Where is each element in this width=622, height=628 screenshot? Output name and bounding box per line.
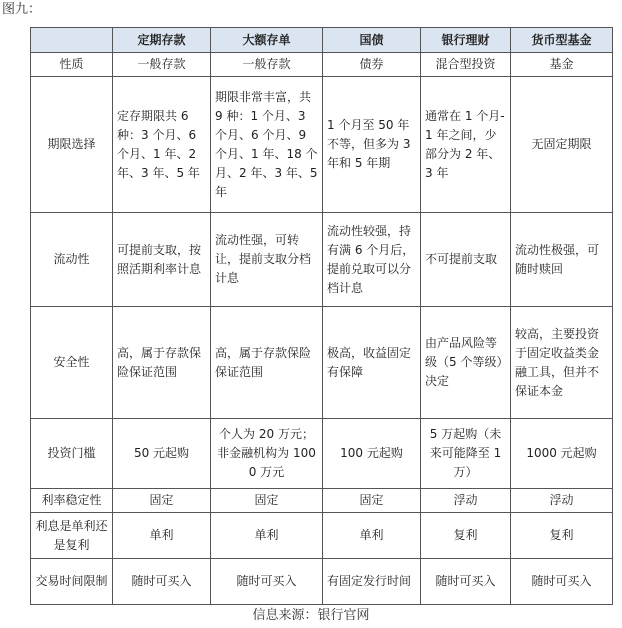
header-corner	[31, 28, 113, 53]
table-cell: 固定	[211, 489, 323, 513]
row-label-safety: 安全性	[31, 307, 113, 419]
table-cell: 100 元起购	[323, 419, 421, 489]
table-cell: 一般存款	[211, 53, 323, 77]
source-caption: 信息来源：银行官网	[252, 608, 370, 623]
header-row	[31, 28, 613, 53]
table-row	[31, 307, 613, 419]
table-cell: 流动性极强，可随时赎回	[511, 213, 613, 307]
table-cell: 无固定期限	[511, 77, 613, 213]
table-cell: 随时可买入	[113, 559, 211, 605]
table-cell: 5 万起购（未来可能降至 1 万）	[421, 419, 511, 489]
table-cell: 由产品风险等级（5 个等级）决定	[421, 307, 511, 419]
header-bank-wealth: 银行理财	[421, 28, 511, 53]
table-cell: 复利	[511, 513, 613, 559]
table-cell: 一般存款	[113, 53, 211, 77]
table-row	[31, 213, 613, 307]
table-cell: 1000 元起购	[511, 419, 613, 489]
header-treasury-bond: 国债	[323, 28, 421, 53]
table-row	[31, 513, 613, 559]
table-cell: 通常在 1 个月-1 年之间，少部分为 2 年、3 年	[421, 77, 511, 213]
table-cell: 高，属于存款保险保证范围	[211, 307, 323, 419]
figure-label: 图九：	[2, 2, 42, 17]
row-label-interest-type: 利息是单利还是复利	[31, 513, 113, 559]
table-cell: 随时可买入	[421, 559, 511, 605]
table-cell: 不可提前支取	[421, 213, 511, 307]
table-cell: 较高，主要投资于固定收益类金融工具，但并不保证本金	[511, 307, 613, 419]
row-label-threshold: 投资门槛	[31, 419, 113, 489]
table-cell: 浮动	[511, 489, 613, 513]
table-cell: 定存期限共 6 种：3 个月、6 个月、1 年、2 年、3 年、5 年	[113, 77, 211, 213]
table-row	[31, 419, 613, 489]
table-cell: 个人为 20 万元；非金融机构为 1000 万元	[211, 419, 323, 489]
row-label-term: 期限选择	[31, 77, 113, 213]
table-row	[31, 559, 613, 605]
table-cell: 可提前支取，按照活期利率计息	[113, 213, 211, 307]
table-cell: 单利	[113, 513, 211, 559]
table-cell: 随时可买入	[511, 559, 613, 605]
table-cell: 固定	[323, 489, 421, 513]
table-row	[31, 53, 613, 77]
table-cell: 期限非常丰富，共 9 种：1 个月、3 个月、6 个月、9 个月、1 年、18 个月、2 年、3 年、5 年	[211, 77, 323, 213]
table-cell: 高，属于存款保险保证范围	[113, 307, 211, 419]
header-large-cd: 大额存单	[211, 28, 323, 53]
table-cell: 债券	[323, 53, 421, 77]
table-row	[31, 77, 613, 213]
row-label-rate-stability: 利率稳定性	[31, 489, 113, 513]
comparison-table	[30, 27, 613, 605]
table-cell: 基金	[511, 53, 613, 77]
header-fixed-deposit: 定期存款	[113, 28, 211, 53]
table-cell: 固定	[113, 489, 211, 513]
table-cell: 浮动	[421, 489, 511, 513]
table-cell: 流动性强，可转让，提前支取分档计息	[211, 213, 323, 307]
table-cell: 随时可买入	[211, 559, 323, 605]
table-cell: 混合型投资	[421, 53, 511, 77]
table-cell: 单利	[323, 513, 421, 559]
table-cell: 50 元起购	[113, 419, 211, 489]
table-row	[31, 489, 613, 513]
table-cell: 单利	[211, 513, 323, 559]
table-cell: 极高，收益固定有保障	[323, 307, 421, 419]
row-label-nature: 性质	[31, 53, 113, 77]
row-label-liquidity: 流动性	[31, 213, 113, 307]
header-money-fund: 货币型基金	[511, 28, 613, 53]
table-cell: 复利	[421, 513, 511, 559]
table-cell: 1 个月至 50 年不等，但多为 3 年和 5 年期	[323, 77, 421, 213]
table-cell: 有固定发行时间	[323, 559, 421, 605]
row-label-trading-time: 交易时间限制	[31, 559, 113, 605]
table-cell: 流动性较强，持有满 6 个月后，提前兑取可以分档计息	[323, 213, 421, 307]
